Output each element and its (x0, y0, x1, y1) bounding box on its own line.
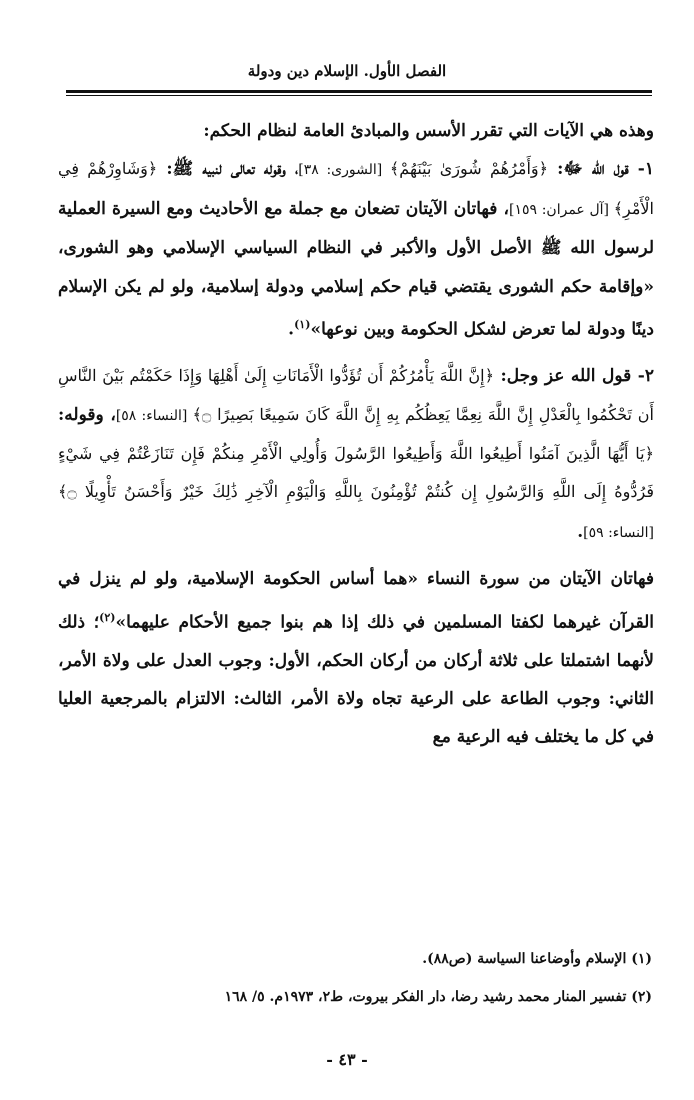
footnote-marker-2[interactable]: (٢) (99, 610, 116, 624)
verse-ref-shura: [الشورى: ٣٨] (298, 162, 390, 179)
point-3-paragraph (58, 560, 654, 757)
verse-ref-nisa-59: [النساء: ٥٩] (583, 524, 654, 541)
verse-ref-nisa-58: [النساء: ٥٨] (115, 407, 193, 424)
running-header: الفصل الأول. الإسلام دين ودولة (247, 62, 447, 80)
point-1-tail: . (288, 319, 295, 340)
point-2-start: ٢- قول الله عز وجل: (494, 366, 654, 387)
header-rule (66, 90, 652, 96)
quran-verse-al-imran: ﴿وَشَاوِرْهُمْ فِي الْأَمْرِ﴾ (58, 159, 654, 218)
quran-verse-nisa-58: ﴿إِنَّ اللَّهَ يَأْمُرُكُمْ أَن تُؤَدُّوا الْأَمَانَاتِ إِلَىٰ أَهْلِهَا وَإِذَا حَكَمْتُم بَيْنَ النَّاسِ أَن تَحْكُمُوا بِالْعَدْلِ إِنَّ اللَّهَ نِعِمَّا يَعِظُكُم بِهِ إِنَّ اللَّهَ كَانَ سَمِيعًا بَصِيرًا ۝﴾ (58, 366, 655, 424)
point-2-tail: . (577, 521, 584, 542)
point-3-end: ؛ ذلك لأنهما اشتملتا على ثلاثة أركان من أركان الحكم، الأول: وجوب العدل على ولاة الأمر، الثاني: وجوب الطاعة على الرعية تجاه ولاة الأمر، الثالث: الالتزام بالمرجعية العليا في كل ما يختلف فيه الرعية مع (58, 612, 654, 748)
point-2-middle: ، وقوله: (58, 404, 116, 425)
main-text (58, 112, 654, 757)
point-3-start: فهاتان الآيتان من سورة النساء «هما أساس الحكومة الإسلامية، ولو لم ينزل في القرآن غيرهما لكفتا المسلمين في ذلك إذا هم بنوا جميع الأحكام عليهما» (58, 569, 654, 633)
footnotes (66, 940, 652, 1016)
footnote-1: (١) الإسلام وأوضاعنا السياسة (ص٨٨). (422, 951, 652, 967)
footnote-marker-1[interactable]: (١) (294, 318, 311, 332)
page-number: - ٤٣ - (326, 1050, 368, 1069)
quran-verse-nisa-59: ﴿يَا أَيُّهَا الَّذِينَ آمَنُوا أَطِيعُوا اللَّهَ وَأَطِيعُوا الرَّسُولَ وَأُولِي الْأَمْرِ مِنكُمْ فَإِن تَنَازَعْتُمْ فِي شَيْءٍ فَرُدُّوهُ إِلَى اللَّهِ وَالرَّسُولِ إِن كُنتُمْ تُؤْمِنُونَ بِاللَّهِ وَالْيَوْمِ الْآخِرِ ذَٰلِكَ خَيْرٌ وَأَحْسَنُ تَأْوِيلًا ۝﴾ (58, 443, 655, 502)
footnote-2: (٢) تفسير المنار محمد رشيد رضا، دار الفكر بيروت، ط٢، ١٩٧٣م. ٥/ ١٦٨ (224, 989, 652, 1005)
point-1-paragraph (58, 150, 654, 349)
point-2-paragraph (58, 357, 654, 552)
intro-paragraph: وهذه هي الآيات التي تقرر الأسس والمبادئ العامة لنظام الحكم: (203, 121, 654, 141)
quran-verse-shura: ﴿وَأَمْرُهُمْ شُورَىٰ بَيْنَهُمْ﴾ (389, 159, 549, 179)
point-1-end: ، فهاتان الآيتان تضعان مع جملة مع الأحاديث ومع السيرة العملية لرسول الله ﷺ الأصل الأول والأكبر في النظام السياسي الإسلامي وهو الشورى، «وإقامة حكم الشورى يقتضي قيام حكم إسلامي ودولة إسلامية، ولو لم يكن الإسلام دينًا ودولة لما تعرض لشكل الحكومة وبين نوعها» (58, 198, 654, 340)
verse-ref-al-imran: [آل عمران: ١٥٩] (508, 201, 614, 218)
point-1-middle: ، وقوله تعالى لنبيه ﷺ: (157, 159, 299, 180)
point-1-start: ١- قول الله ﷻ: (548, 159, 655, 180)
